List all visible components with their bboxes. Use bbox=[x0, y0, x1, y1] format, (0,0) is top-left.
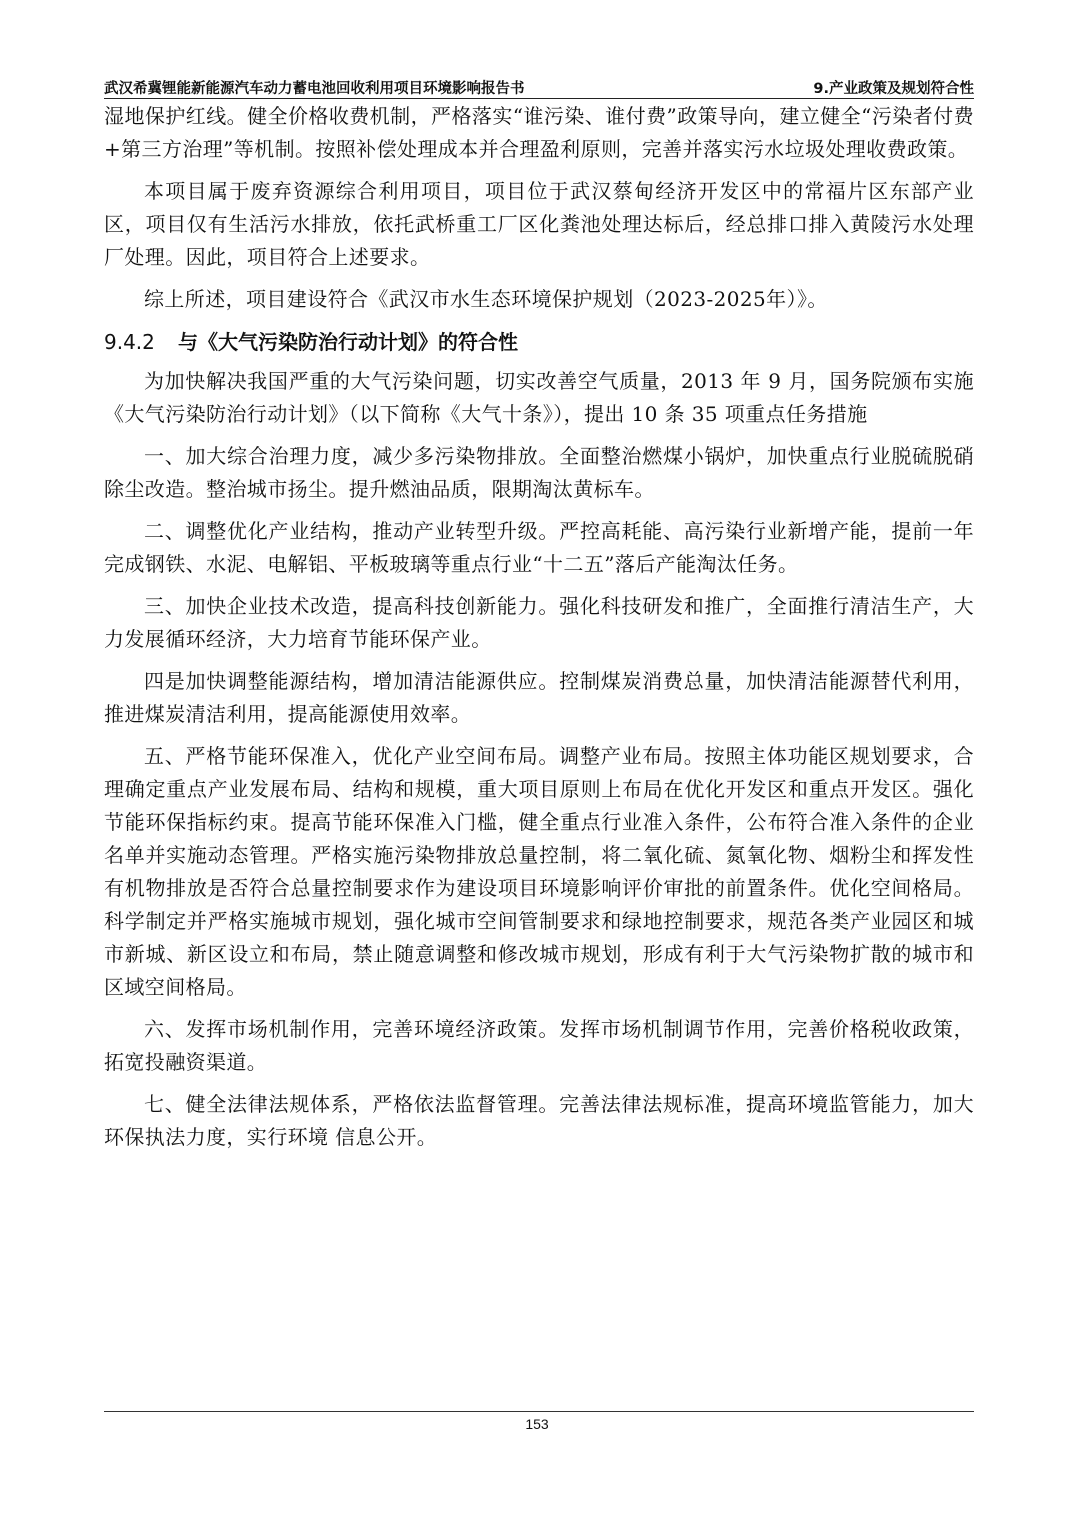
paragraph: 四是加快调整能源结构，增加清洁能源供应。控制煤炭消费总量，加快清洁能源替代利用，推进煤炭清洁利用，提高能源使用效率。 bbox=[104, 669, 974, 726]
chapter-title: 9.产业政策及规划符合性 bbox=[813, 81, 974, 97]
section-heading bbox=[104, 325, 974, 359]
paragraph: 为加快解决我国严重的大气污染问题，切实改善空气质量，2013 年 9 月，国务院颁布实施《大气污染防治行动计划》（以下简称《大气十条》），提出 10 条 35 项重点任务措施 bbox=[104, 369, 974, 426]
paragraph: 综上所述，项目建设符合《武汉市水生态环境保护规划（2023-2025年）》。 bbox=[144, 287, 828, 311]
paragraph: 湿地保护红线。健全价格收费机制，严格落实“谁污染、谁付费”政策导向，建立健全“污染者付费+第三方治理”等机制。按照补偿处理成本并合理盈利原则，完善并落实污水垃圾处理收费政策。 bbox=[104, 104, 974, 161]
section-number: 9.4.2 bbox=[104, 330, 155, 354]
paragraph: 一、加大综合治理力度，减少多污染物排放。全面整治燃煤小锅炉，加快重点行业脱硫脱硝除尘改造。整治城市扬尘。提升燃油品质，限期淘汰黄标车。 bbox=[104, 444, 974, 501]
paragraph: 三、加快企业技术改造，提高科技创新能力。强化科技研发和推广，全面推行清洁生产，大力发展循环经济，大力培育节能环保产业。 bbox=[104, 594, 974, 651]
paragraph: 六、发挥市场机制作用，完善环境经济政策。发挥市场机制调节作用，完善价格税收政策，拓宽投融资渠道。 bbox=[104, 1017, 974, 1074]
paragraph: 本项目属于废弃资源综合利用项目，项目位于武汉蔡甸经济开发区中的常福片区东部产业区，项目仅有生活污水排放，依托武桥重工厂区化粪池处理达标后，经总排口排入黄陵污水处理厂处理。因此，项目符合上述要求。 bbox=[104, 179, 974, 269]
paragraph: 五、严格节能环保准入，优化产业空间布局。调整产业布局。按照主体功能区规划要求，合理确定重点产业发展布局、结构和规模，重大项目原则上布局在优化开发区和重点开发区。强化节能环保指标约束。提高节能环保准入门槛，健全重点行业准入条件，公布符合准入条件的企业名单并实施动态管理。严格实施污染物排放总量控制，将二氧化硫、氮氧化物、烟粉尘和挥发性有机物排放是否符合总量控制要求作为建设项目环境影响评价审批的前置条件。优化空间格局。科学制定并严格实施城市规划，强化城市空间管制要求和绿地控制要求，规范各类产业园区和城市新城、新区设立和布局，禁止随意调整和修改城市规划，形成有利于大气污染物扩散的城市和区域空间格局。 bbox=[104, 744, 974, 999]
footer-divider bbox=[104, 1411, 974, 1412]
section-title: 与《大气污染防治行动计划》的符合性 bbox=[178, 330, 518, 354]
document-title: 武汉希冀锂能新能源汽车动力蓄电池回收利用项目环境影响报告书 bbox=[104, 81, 525, 97]
page-number: 153 bbox=[525, 1416, 549, 1432]
document-body bbox=[104, 100, 974, 1163]
page-header bbox=[104, 76, 974, 99]
paragraph: 七、健全法律法规体系，严格依法监督管理。完善法律法规标准，提高环境监管能力，加大环保执法力度，实行环境 信息公开。 bbox=[104, 1092, 974, 1149]
paragraph: 二、调整优化产业结构，推动产业转型升级。严控高耗能、高污染行业新增产能，提前一年完成钢铁、水泥、电解铝、平板玻璃等重点行业“十二五”落后产能淘汰任务。 bbox=[104, 519, 974, 576]
